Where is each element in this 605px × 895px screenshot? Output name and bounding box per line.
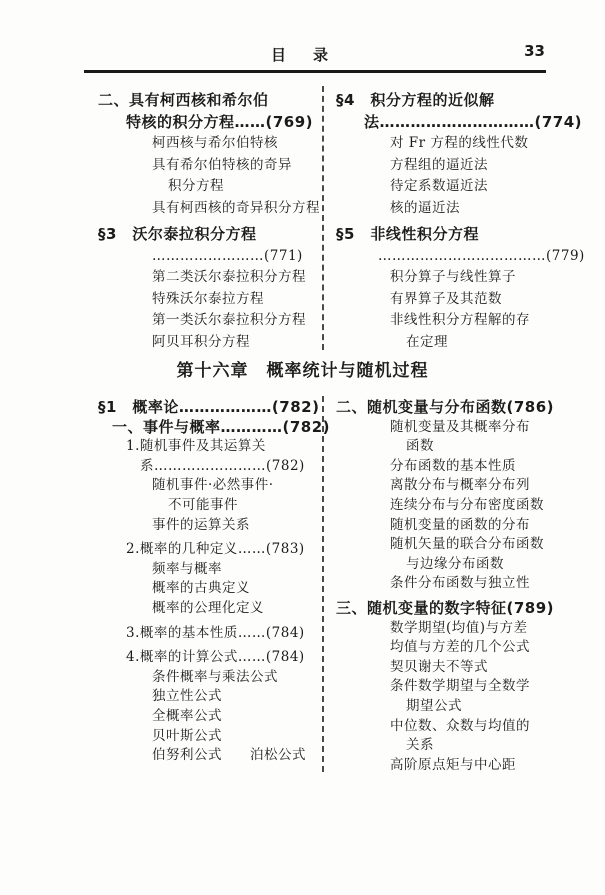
toc-entry: 全概率公式 — [152, 707, 222, 724]
toc-entry: 法…………………………(774) — [364, 112, 583, 131]
toc-entry: 随机事件·必然事件· — [152, 477, 274, 494]
toc-entry: 伯努利公式 泊松公式 — [152, 747, 306, 764]
toc-entry: 系……………………(782) — [140, 457, 305, 474]
toc-entry: 二、具有柯西核和希尔伯 — [98, 91, 269, 109]
toc-entry: 连续分布与分布密度函数 — [390, 496, 544, 513]
toc-entry: 特核的积分方程……(769) — [126, 112, 314, 131]
column-divider-bottom — [322, 396, 324, 772]
toc-entry: 一、事件与概率…………(782) — [112, 417, 331, 436]
toc-entry: 与边缘分布函数 — [406, 555, 504, 572]
page-number: 33 — [524, 42, 545, 60]
toc-entry: 频率与概率 — [152, 560, 222, 577]
toc-entry: §3 沃尔泰拉积分方程 — [98, 225, 257, 243]
column-divider-top — [322, 86, 324, 350]
toc-entry: 条件分布函数与独立性 — [390, 575, 530, 592]
toc-entry: §5 非线性积分方程 — [336, 225, 479, 243]
header-rule — [84, 70, 546, 73]
toc-column-top-left — [96, 90, 318, 353]
toc-entry: 事件的运算关系 — [152, 516, 250, 533]
toc-entry: 函数 — [406, 438, 434, 455]
toc-entry: 积分方程 — [168, 178, 224, 194]
toc-entry: 条件概率与乘法公式 — [152, 668, 278, 685]
toc-entry: 4.概率的计算公式……(784) — [126, 649, 305, 666]
toc-entry: 随机矢量的联合分布函数 — [390, 536, 544, 553]
toc-entry: 条件数学期望与全数学 — [390, 678, 530, 695]
toc-entry: 契贝谢夫不等式 — [390, 658, 488, 675]
toc-entry: 不可能事件 — [168, 496, 238, 513]
toc-entry: 概率的古典定义 — [152, 580, 250, 597]
toc-column-bottom-right — [334, 398, 570, 775]
toc-entry: 柯西核与希尔伯特核 — [152, 135, 278, 151]
toc-column-top-right — [334, 90, 585, 353]
toc-entry: 贝叶斯公式 — [152, 727, 222, 744]
toc-entry: 2.概率的几种定义……(783) — [126, 541, 305, 558]
toc-entry: 具有柯西核的奇异积分方程 — [152, 199, 320, 216]
toc-entry: 高阶原点矩与中心距 — [390, 756, 516, 773]
toc-entry: §1 概率论………………(782) — [98, 398, 320, 416]
toc-entry: 非线性积分方程解的存 — [390, 312, 530, 328]
toc-entry: 方程组的逼近法 — [390, 156, 488, 173]
toc-entry: 关系 — [406, 737, 434, 754]
toc-entry: 特殊沃尔泰拉方程 — [152, 290, 264, 307]
toc-entry: 第二类沃尔泰拉积分方程 — [152, 269, 306, 285]
toc-entry: 积分算子与线性算子 — [390, 269, 516, 285]
toc-entry: 概率的公理化定义 — [152, 599, 264, 616]
toc-entry: 二、随机变量与分布函数(786) — [336, 398, 555, 416]
toc-entry: 1.随机事件及其运算关 — [126, 438, 266, 455]
toc-entry: 随机变量及其概率分布 — [390, 418, 530, 435]
toc-entry: 第一类沃尔泰拉积分方程 — [152, 312, 306, 328]
toc-entry: ……………………(771) — [152, 247, 303, 264]
toc-column-bottom-left — [96, 398, 331, 766]
toc-entry: 具有希尔伯特核的奇异 — [152, 156, 292, 173]
toc-entry: 数学期望(均值)与方差 — [390, 619, 528, 636]
toc-entry: 随机变量的函数的分布 — [390, 516, 530, 533]
toc-entry: 中位数、众数与均值的 — [390, 717, 530, 734]
toc-entry: 离散分布与概率分布列 — [390, 477, 530, 494]
toc-entry: 均值与方差的几个公式 — [390, 639, 530, 656]
toc-entry: 独立性公式 — [152, 688, 222, 705]
page-header-title: 目 录 — [270, 46, 334, 64]
toc-entry: 在定理 — [406, 333, 448, 350]
toc-entry: 3.概率的基本性质……(784) — [126, 624, 305, 641]
toc-entry: ………………………………(779) — [378, 247, 585, 264]
toc-entry: 核的逼近法 — [390, 199, 460, 216]
toc-entry: 对 Fr 方程的线性代数 — [390, 135, 529, 151]
toc-entry: 阿贝耳积分方程 — [152, 333, 250, 350]
toc-entry: 分布函数的基本性质 — [390, 457, 516, 474]
chapter-heading: 第十六章 概率统计与随机过程 — [176, 361, 429, 381]
toc-entry: 三、随机变量的数字特征(789) — [336, 598, 555, 617]
toc-entry: 待定系数逼近法 — [390, 178, 488, 194]
toc-entry: §4 积分方程的近似解 — [336, 91, 495, 109]
toc-entry: 期望公式 — [406, 697, 462, 714]
toc-entry: 有界算子及其范数 — [390, 290, 502, 307]
